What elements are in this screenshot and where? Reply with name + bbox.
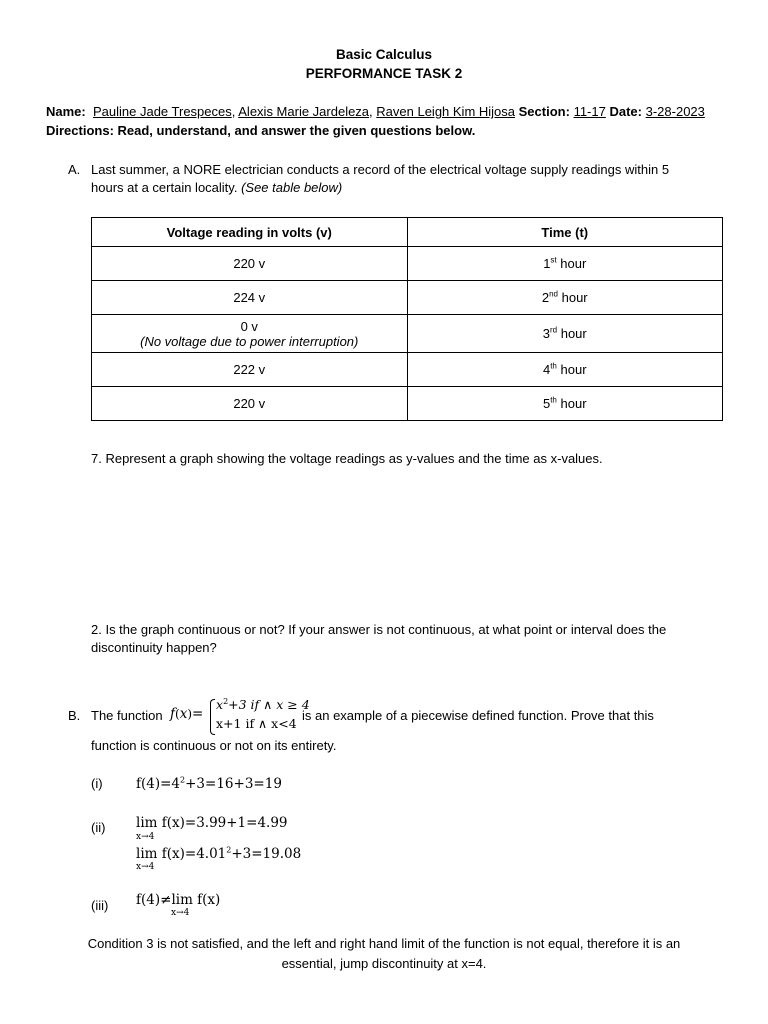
question-continuity-line1: 2. Is the graph continuous or not? If your answer is not continuous, at what point or interval does the	[91, 622, 667, 637]
step-ii-label: (ii)	[91, 820, 106, 835]
student-name: Alexis Marie Jardeleza	[238, 104, 370, 119]
table-row	[92, 247, 723, 281]
left-limit-equation: f(x)=3.99+1=4.99	[161, 815, 288, 831]
part-b-letter: B.	[68, 708, 81, 723]
student-name: Pauline Jade Trespeces	[92, 104, 232, 119]
voltage-note: (No voltage due to power interruption)	[140, 333, 359, 349]
step-iii-inequality: f(4)≠lim f(x)	[136, 892, 221, 908]
voltage-cell: 220 v	[92, 387, 408, 421]
part-a-line2-text: hours at a certain locality.	[91, 180, 238, 195]
time-cell: 5th hour	[407, 387, 723, 421]
question-graph: 7. Represent a graph showing the voltage readings as y-values and the time as x-values.	[91, 451, 603, 466]
table-header-row	[92, 218, 723, 247]
conclusion-line1: Condition 3 is not satisfied, and the left and right hand limit of the function is not equal, therefore it is an	[87, 936, 681, 951]
part-b-intro-before: The function	[91, 708, 163, 723]
step-ii-left-limit	[136, 815, 288, 831]
time-cell: 4th hour	[407, 353, 723, 387]
step-i-equation: $f(4)=4^2+3=16+3=19$	[136, 775, 282, 792]
piecewise-case-1: $x^2+3$ if ∧ x ≥ 4	[216, 696, 310, 712]
question-continuity-line2: discontinuity happen?	[91, 640, 217, 655]
document-subtitle: PERFORMANCE TASK 2	[305, 66, 463, 81]
time-cell: 2nd hour	[407, 281, 723, 315]
voltage-table	[91, 217, 723, 421]
function-lhs: f(x)=	[170, 706, 204, 722]
part-a-see-table: (See table below)	[241, 180, 343, 195]
date-value: 3-28-2023	[645, 104, 705, 119]
column-header-time: Time (t)	[407, 218, 723, 247]
name-label: Name:	[46, 104, 86, 119]
table-row	[92, 387, 723, 421]
table-row	[92, 353, 723, 387]
limit-symbol: lim	[136, 815, 158, 831]
step-iii-label: (iii)	[91, 898, 109, 913]
limit-subscript: x→4	[171, 908, 190, 918]
limit-symbol: lim	[171, 892, 193, 908]
table-row	[92, 315, 723, 353]
voltage-cell: 220 v	[92, 247, 408, 281]
directions: Directions: Read, understand, and answer the given questions below.	[46, 123, 476, 138]
time-cell: 3rd hour	[407, 315, 723, 353]
time-cell: 1st hour	[407, 247, 723, 281]
limit-symbol: lim	[136, 846, 158, 862]
part-a-line1: Last summer, a NORE electrician conducts a record of the electrical voltage supply readings within 5	[91, 162, 670, 177]
voltage-cell: 222 v	[92, 353, 408, 387]
step-i-label: (i)	[91, 776, 103, 791]
name-line: Name: Pauline Jade Trespeces, Alexis Marie Jardeleza, Raven Leigh Kim Hijosa Section: 11-17 Date: 3-28-2023	[46, 104, 705, 119]
voltage-value: 0 v	[240, 318, 258, 334]
part-a-letter: A.	[68, 162, 81, 177]
column-header-voltage: Voltage reading in volts (v)	[92, 218, 408, 247]
part-a-line2	[91, 180, 342, 195]
conclusion-line2: essential, jump discontinuity at x=4.	[281, 956, 487, 971]
piecewise-brace	[210, 699, 215, 735]
voltage-cell: 224 v	[92, 281, 408, 315]
document-title: Basic Calculus	[335, 47, 433, 62]
part-b-intro-line2: function is continuous or not on its entirety.	[91, 738, 337, 753]
section-label: Section:	[518, 104, 570, 119]
date-label: Date:	[609, 104, 642, 119]
table-row	[92, 281, 723, 315]
section-value: 11-17	[573, 104, 606, 119]
limit-subscript: x→4	[136, 832, 155, 842]
voltage-cell	[92, 315, 408, 353]
piecewise-case-2: x+1 if ∧ x<4	[216, 716, 297, 731]
part-b-intro-after: is an example of a piecewise defined function. Prove that this	[302, 708, 654, 723]
student-name: Raven Leigh Kim Hijosa	[376, 104, 516, 119]
limit-subscript: x→4	[136, 862, 155, 872]
step-ii-right-limit: $\lim f(x)=4.01^2+3=19.08$	[136, 845, 302, 862]
